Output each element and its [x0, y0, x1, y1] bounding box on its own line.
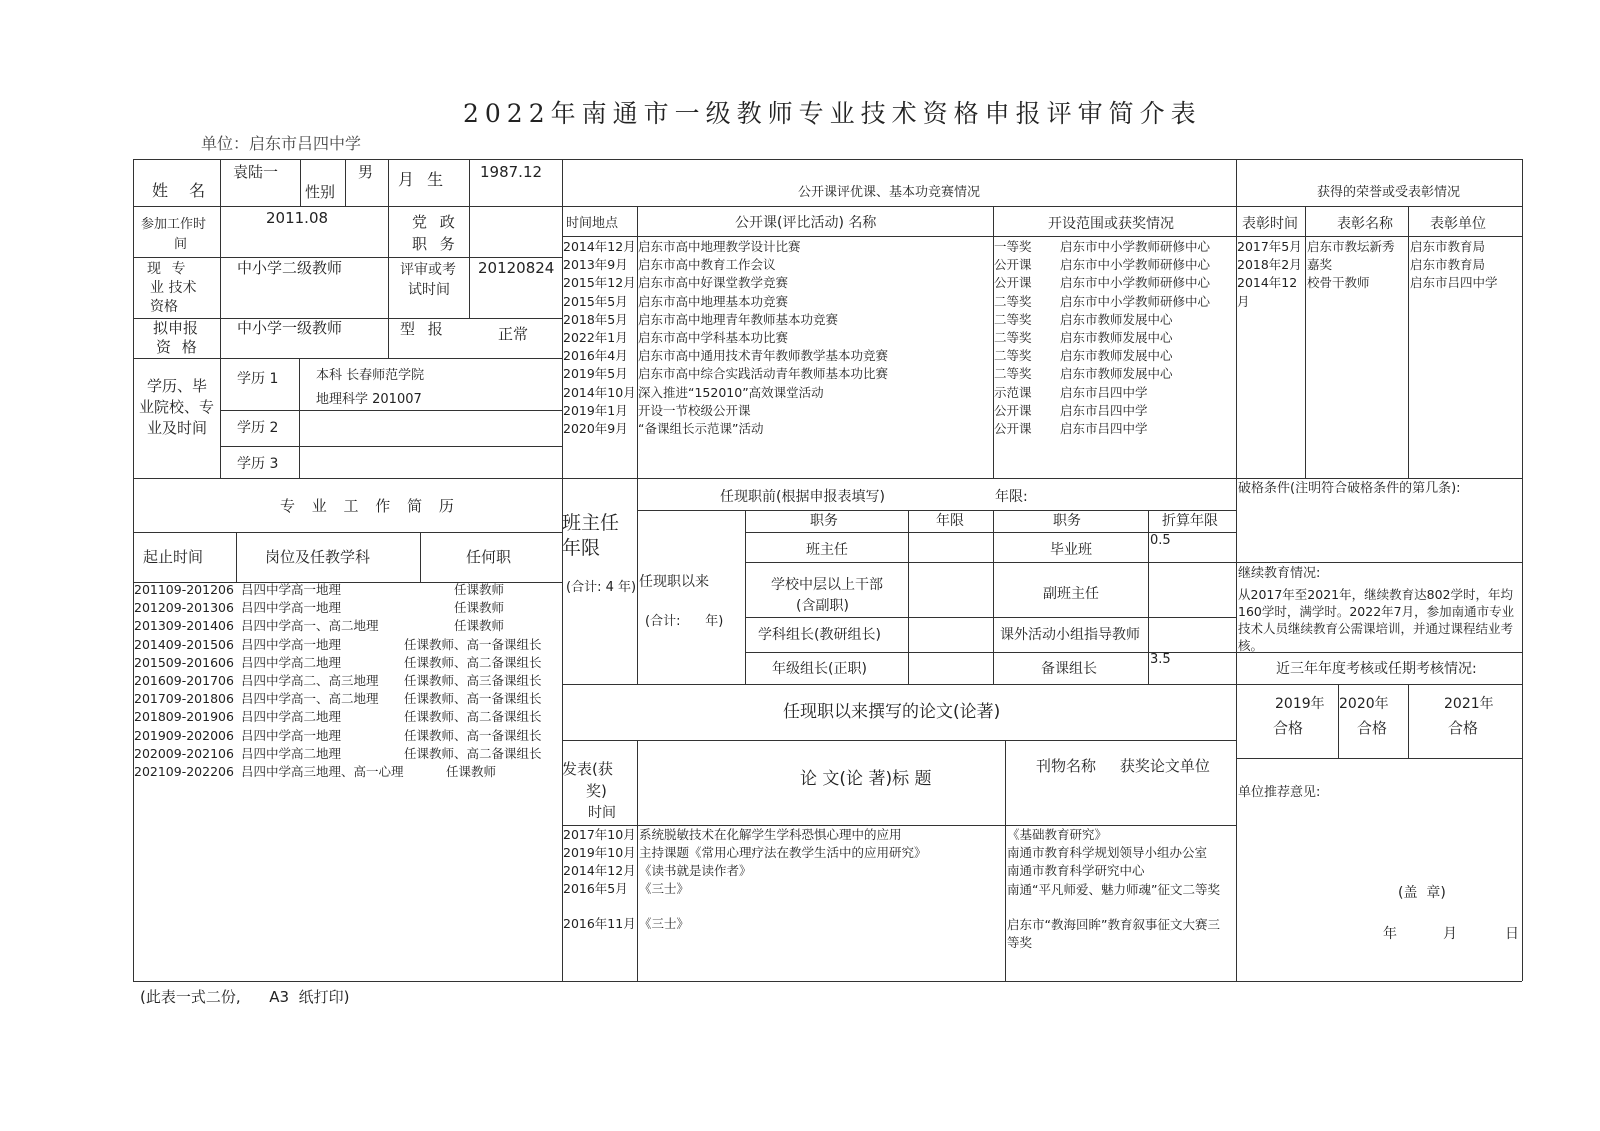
paper-pub-2: 南通市教育科学规划领导小组办公室 [1007, 845, 1208, 860]
list-item: 2016年4月 启东市高中通用技术青年教师教学基本功竞赛 二等奖 启东市教师发展中心 [563, 348, 1173, 364]
honors-col-name: 表彰名称 [1337, 216, 1393, 232]
list-item: 2019年1月 开设一节校级公开课 公开课 启东市吕四中学 [563, 402, 1148, 418]
work-history-list [134, 581, 562, 781]
list-item: 嘉奖 [1307, 257, 1333, 273]
list-item: 201109-201206 吕四中学高一地理 任课教师 [134, 582, 505, 597]
papers-col-pub: 刊物名称 获奖论文单位 [1036, 757, 1210, 775]
review-time-label-1: 评审或考 [400, 262, 456, 278]
col-duty-a: 职务 [810, 513, 838, 529]
date-year: 年 [1383, 926, 1397, 942]
work-col-post: 岗位及任教学科 [265, 548, 371, 566]
cur-title-label-3: 资格 [150, 299, 178, 315]
list-item: 201709-201806 吕四中学高一、高二地理 任课教师、高一备课组长 [134, 691, 542, 707]
honors-title: 获得的荣誉或受表彰情况 [1317, 185, 1461, 200]
paper-pub-1: 《基础教育研究》 [1007, 827, 1108, 842]
type-label: 型 报 [400, 320, 447, 338]
list-item: 2014年12 [1237, 275, 1298, 291]
list-item: 启东市教坛新秀 [1307, 239, 1395, 254]
review-time-value: 20120824 [478, 259, 555, 277]
honors-col-unit: 表彰单位 [1430, 216, 1486, 232]
page-title: 2022年南通市一级教师专业技术资格申报评审简介表 [463, 99, 1202, 128]
paper-pub-5: 启东市“教海回眸”教育叙事征文大赛三等奖 [1007, 917, 1220, 950]
list-item: 月 [1237, 293, 1250, 309]
date-day: 日 [1505, 926, 1519, 942]
assess-year-2019: 2019年 [1275, 696, 1325, 712]
break-condition-label: 破格条件(注明符合破格条件的第几条): [1238, 481, 1461, 496]
paper-title-1: 系统脱敏技术在化解学生学科恐惧心理中的应用 [639, 827, 902, 842]
paper-title-2: 主持课题《常用心理疗法在教学生活中的应用研究》 [639, 845, 927, 860]
list-item: 启东市教育局 [1410, 257, 1486, 273]
list-item: 2017年5月 [1237, 239, 1302, 254]
paper-title-5: 《三士》 [639, 916, 690, 931]
duty-row3-a: 学科组长(教研组长) [758, 627, 881, 643]
date-month: 月 [1443, 926, 1457, 942]
papers-col-time-2: 奖) [586, 782, 607, 800]
unit-label: 单位：启东市吕四中学 [201, 134, 362, 153]
continuing-edu-text: 从2017年至2021年，继续教育达802学时，年均160学时，满学时。2022年7月，参加南通市专业技术人员继续教育公需课培训，并通过课程结业考核。 [1238, 587, 1515, 653]
list-item: 校骨干教师 [1307, 275, 1370, 291]
review-time-label-2: 试时间 [408, 282, 450, 298]
class-teacher-total-before: (合计: 4 年) [566, 580, 637, 595]
class-teacher-label-1: 班主任 [562, 512, 620, 534]
duty-row4-b: 备课组长 [1041, 661, 1097, 677]
honors-names [1307, 238, 1407, 293]
contests-col-award: 开设范围或获奖情况 [1048, 216, 1174, 232]
paper-time-2: 2019年10月 [563, 845, 636, 860]
work-col-duty: 任何职 [466, 548, 512, 566]
assess-year-2020: 2020年 [1339, 696, 1389, 712]
list-item: 201509-201606 吕四中学高二地理 任课教师、高二备课组长 [134, 654, 542, 670]
edu1-line1: 本科 长春师范学院 [316, 368, 425, 383]
duty-row3-b: 课外活动小组指导教师 [1000, 627, 1140, 643]
list-item: 启东市教育局 [1410, 239, 1486, 254]
list-item: 2019年5月 启东市高中综合实践活动青年教师基本功比赛 二等奖 启东市教师发展中心 [563, 366, 1173, 382]
type-value: 正常 [498, 325, 529, 343]
papers-col-title: 论 文(论 著)标 题 [800, 769, 932, 789]
stamp-label: (盖 章) [1398, 885, 1446, 901]
duty-row1-val: 0.5 [1150, 533, 1171, 548]
paper-time-4: 2016年5月 [563, 881, 628, 896]
papers-col-time-1: 发表(获 [562, 760, 613, 778]
list-item: 201409-201506 吕四中学高一地理 任课教师、高一备课组长 [134, 636, 542, 652]
list-item: 2015年5月 启东市高中地理基本功竞赛 二等奖 启东市中小学教师研修中心 [563, 293, 1211, 309]
list-item: 201609-201706 吕四中学高二、高三地理 任课教师、高三备课组长 [134, 672, 542, 688]
class-teacher-label-2: 年限 [562, 537, 601, 559]
apply-label-2: 资 格 [156, 338, 200, 356]
duty-row4-val: 3.5 [1150, 652, 1171, 667]
name-value: 袁陆一 [233, 163, 279, 181]
paper-pub-4: 南通“平凡师爱、魅力师魂”征文二等奖 [1007, 882, 1220, 897]
footer-note: (此表一式二份, A3 纸打印) [140, 988, 350, 1006]
assess-result-2020: 合格 [1357, 719, 1388, 737]
col-duty-b: 职务 [1053, 513, 1081, 529]
contests-list [563, 238, 1235, 438]
list-item: 202109-202206 吕四中学高三地理、高一心理 任课教师 [134, 763, 497, 779]
continuing-edu-label: 继续教育情况: [1238, 566, 1321, 581]
assess-result-2021: 合格 [1448, 719, 1479, 737]
edu1-label: 学历 1 [237, 371, 279, 387]
recommend-label: 单位推荐意见: [1238, 785, 1321, 800]
col-years-a: 年限 [936, 513, 964, 529]
apply-value: 中小学一级教师 [237, 319, 343, 337]
class-teacher-before-header: 任现职前(根据申报表填写) [720, 489, 885, 505]
edu-label-2: 业院校、专 [139, 398, 215, 416]
duty-row1-b: 毕业班 [1050, 542, 1092, 558]
class-teacher-since-label: 任现职以来 [639, 574, 709, 590]
list-item: 2013年9月 启东市高中教育工作会议 公开课 启东市中小学教师研修中心 [563, 257, 1211, 273]
duty-row2-a-2: (含副职) [796, 598, 849, 614]
contests-col-name: 公开课(评比活动) 名称 [735, 215, 877, 231]
col-conv: 折算年限 [1162, 513, 1218, 529]
list-item: 2018年5月 启东市高中地理青年教师基本功竞赛 二等奖 启东市教师发展中心 [563, 311, 1173, 327]
edu-label-3: 业及时间 [147, 419, 208, 437]
edu1-line2: 地理科学 201007 [316, 392, 422, 407]
assess-year-2021: 2021年 [1444, 696, 1494, 712]
list-item: 2018年2月 [1237, 257, 1302, 273]
name-label: 姓 名 [152, 181, 214, 200]
edu-label-1: 学历、毕 [147, 377, 208, 395]
apply-label-1: 拟申报 [153, 319, 199, 337]
list-item: 2015年12月 启东市高中好课堂教学竞赛 公开课 启东市中小学教师研修中心 [563, 275, 1211, 291]
contests-title: 公开课评优课、基本功竞赛情况 [798, 185, 981, 200]
duty-row2-a-1: 学校中层以上干部 [771, 577, 883, 593]
cur-title-label-1: 现 专 [147, 261, 189, 277]
paper-title-3: 《读书就是读作者》 [639, 863, 752, 878]
party-label-1: 党 政 [412, 213, 459, 231]
gender-label: 性别 [305, 183, 336, 201]
work-history-title: 专 业 工 作 简 历 [280, 497, 460, 515]
gender-value: 男 [358, 163, 374, 181]
list-item: 2020年9月 “备课组长示范课”活动 公开课 启东市吕四中学 [563, 420, 1148, 436]
list-item: 202009-202106 吕四中学高二地理 任课教师、高二备课组长 [134, 745, 542, 761]
duty-row2-b: 副班主任 [1043, 586, 1099, 602]
contests-col-time: 时间地点 [566, 216, 619, 231]
papers-col-time-3: 时间 [588, 805, 616, 821]
assess-result-2019: 合格 [1273, 719, 1304, 737]
paper-pub-3: 南通市教育科学研究中心 [1007, 863, 1145, 878]
work-start-label-2: 间 [174, 237, 188, 252]
paper-time-3: 2014年12月 [563, 863, 636, 878]
duty-row4-a: 年级组长(正职) [772, 661, 867, 677]
edu2-label: 学历 2 [237, 420, 279, 436]
paper-title-4: 《三士》 [639, 881, 690, 896]
work-start-value: 2011.08 [266, 209, 329, 227]
duty-row1-a: 班主任 [806, 542, 848, 558]
list-item: 2014年12月 启东市高中地理教学设计比赛 一等奖 启东市中小学教师研修中心 [563, 239, 1211, 254]
list-item: 2014年10月 深入推进“152010”高效课堂活动 示范课 启东市吕四中学 [563, 384, 1148, 400]
cur-title-label-2: 业 技术 [150, 280, 197, 296]
list-item: 2022年1月 启东市高中学科基本功比赛 二等奖 启东市教师发展中心 [563, 329, 1173, 345]
list-item: 201309-201406 吕四中学高一、高二地理 任课教师 [134, 618, 505, 634]
birth-value: 1987.12 [480, 163, 543, 181]
honors-times [1237, 238, 1305, 311]
paper-time-1: 2017年10月 [563, 827, 636, 842]
class-teacher-total-since: (合计: 年) [645, 614, 724, 629]
list-item: 201209-201306 吕四中学高一地理 任课教师 [134, 600, 505, 616]
paper-time-5: 2016年11月 [563, 916, 636, 931]
list-item: 201809-201906 吕四中学高二地理 任课教师、高二备课组长 [134, 709, 542, 725]
papers-title: 任现职以来撰写的论文(论著) [783, 702, 1001, 722]
birth-label: 月 生 [398, 170, 448, 189]
list-item: 201909-202006 吕四中学高一地理 任课教师、高一备课组长 [134, 727, 542, 743]
class-teacher-years-label: 年限: [995, 489, 1028, 505]
honors-col-time: 表彰时间 [1242, 216, 1298, 232]
work-start-label-1: 参加工作时 [141, 217, 207, 232]
assessment-label: 近三年年度考核或任期考核情况: [1276, 661, 1477, 677]
edu3-label: 学历 3 [237, 456, 279, 472]
honors-units [1410, 238, 1520, 293]
work-col-time: 起止时间 [143, 548, 204, 566]
cur-title-value: 中小学二级教师 [237, 259, 343, 277]
list-item: 启东市吕四中学 [1410, 275, 1498, 291]
party-label-2: 职 务 [412, 235, 459, 253]
